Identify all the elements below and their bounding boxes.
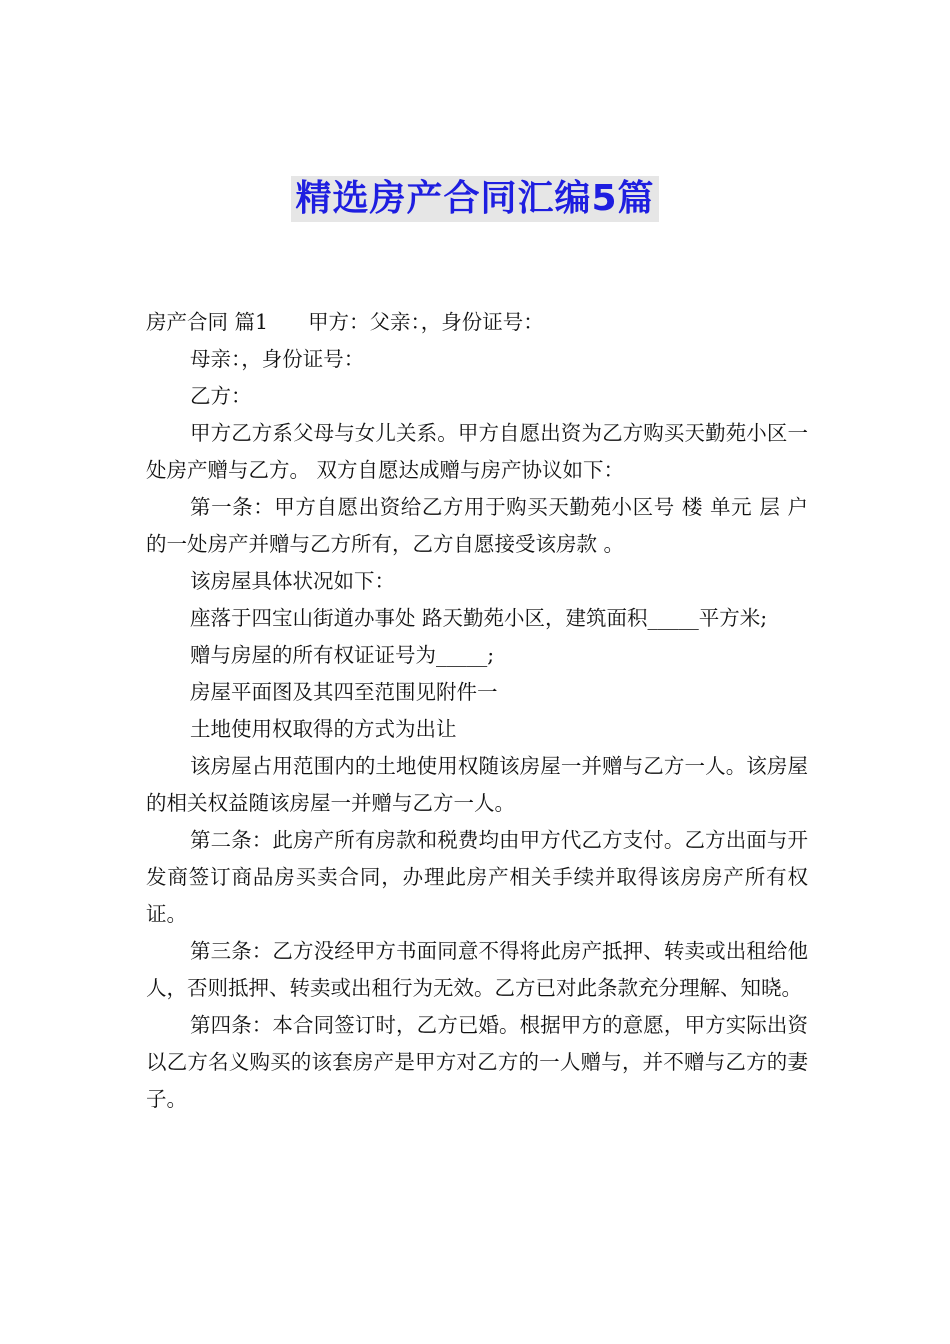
- paragraph-land-rights: 该房屋占用范围内的土地使用权随该房屋一并赠与乙方一人。该房屋的相关权益随该房屋一并赠与乙方一人。: [146, 754, 808, 815]
- section-heading: 房产合同 篇1: [146, 310, 269, 334]
- paragraph-land-use: 土地使用权取得的方式为出让: [190, 717, 457, 741]
- paragraph-mother: 母亲：，身份证号：: [190, 347, 365, 371]
- paragraph-article-1: 第一条：甲方自愿出资给乙方用于购买天勤苑小区号 楼 单元 层 户的一处房产并赠与乙方所有，乙方自愿接受该房款 。: [146, 495, 808, 556]
- paragraph-party-a: [146, 304, 808, 341]
- paragraph-article-2: 第二条：此房产所有房款和税费均由甲方代乙方支付。乙方出面与开发商签订商品房买卖合同，办理此房产相关手续并取得该房房产所有权证。: [146, 828, 808, 926]
- paragraph-floor-plan: 房屋平面图及其四至范围见附件一: [190, 680, 498, 704]
- paragraph-article-3: 第三条：乙方没经甲方书面同意不得将此房产抵押、转卖或出租给他人，否则抵押、转卖或出租行为无效。乙方已对此条款充分理解、知晓。: [146, 939, 808, 1000]
- paragraph-house-status: 该房屋具体状况如下：: [190, 569, 395, 593]
- title-area: [0, 176, 950, 222]
- paragraph-certificate: 赠与房屋的所有权证证号为_____;: [190, 643, 495, 667]
- document-title: 精选房产合同汇编5篇: [291, 176, 658, 222]
- document-body: [146, 304, 808, 1118]
- paragraph-article-4: 第四条：本合同签订时，乙方已婚。根据甲方的意愿，甲方实际出资以乙方名义购买的该套房产是甲方对乙方的一人赠与，并不赠与乙方的妻子。: [146, 1013, 808, 1111]
- paragraph-party-b: 乙方：: [190, 384, 252, 408]
- paragraph-text: 甲方：父亲：，身份证号：: [308, 310, 544, 334]
- paragraph-location: 座落于四宝山街道办事处 路天勤苑小区，建筑面积_____平方米;: [190, 606, 768, 630]
- paragraph-intro: 甲方乙方系父母与女儿关系。甲方自愿出资为乙方购买天勤苑小区一处房产赠与乙方。 双方自愿达成赠与房产协议如下：: [146, 421, 808, 482]
